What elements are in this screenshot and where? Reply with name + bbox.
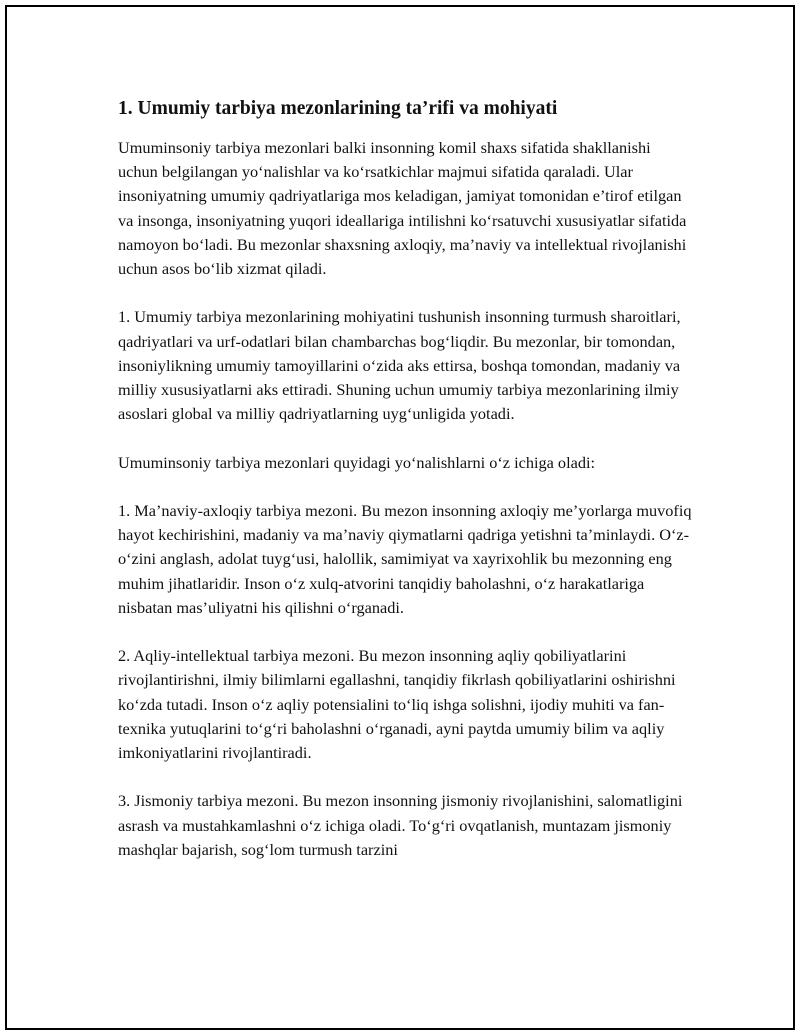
document-content — [118, 97, 693, 886]
document-page — [5, 5, 795, 1030]
paragraph-moral-criterion: 1. Ma’naviy-axloqiy tarbiya mezoni. Bu mezon insonning axloqiy me’yorlarga muvofiq hayot kechirishini, madaniy va ma’naviy qiymatlarni qadriga yetishni ta’minlaydi. O‘z-o‘zini anglash, adolat tuyg‘usi, halollik, samimiyat va xayrixohlik bu mezonning eng muhim jihatlaridir. Inson o‘z xulq-atvorini tanqidiy baholashni, o‘z harakatlariga nisbatan mas’uliyatni his qilishni o‘rganadi. — [118, 501, 692, 617]
paragraph-directions-lead: Umuminsoniy tarbiya mezonlari quyidagi yo‘nalishlarni o‘z ichiga oladi: — [118, 452, 596, 472]
paragraph-intellectual-criterion: 2. Aqliy-intellektual tarbiya mezoni. Bu mezon insonning aqliy qobiliyatlarini rivojlantirishni, ilmiy bilimlarni egallashni, tanqidiy fikrlash qobiliyatlarini oshirishni ko‘zda tutadi. Inson o‘z aqliy potensialini to‘liq ishga solishni, ijodiy muhiti va fan-texnika yutuqlarini to‘g‘ri baholashni o‘rganadi, ayni paytda umumiy bilim va aqliy imkoniyatlarini rivojlantiradi. — [118, 646, 676, 763]
paragraph-physical-criterion: 3. Jismoniy tarbiya mezoni. Bu mezon insonning jismoniy rivojlanishini, salomatligini asrash va mustahkamlashni o‘z ichiga oladi. To‘g‘ri ovqatlanish, muntazam jismoniy mashqlar bajarish, sog‘lom turmush tarzini — [118, 791, 683, 859]
paragraph-essence: 1. Umumiy tarbiya mezonlarining mohiyatini tushunish insonning turmush sharoitlari, qadriyatlari va urf-odatlari bilan chambarchas bog‘liqdir. Bu mezonlar, bir tomondan, insoniylikning umumiy tamoyillarini o‘zida aks ettirsa, boshqa tomondan, madaniy va milliy xususiyatlarni aks ettiradi. Shuning uchun umumiy tarbiya mezonlarining ilmiy asoslari global va milliy qadriyatlarning uyg‘unligida yotadi. — [118, 307, 681, 424]
section-title: 1. Umumiy tarbiya mezonlarining ta’rifi va mohiyati — [118, 98, 558, 119]
paragraph-intro: Umuminsoniy tarbiya mezonlari balki insonning komil shaxs sifatida shakllanishi uchun belgilangan yo‘nalishlar va ko‘rsatkichlar majmui sifatida qaraladi. Ular insoniyatning umumiy qadriyatlariga mos keladigan, jamiyat tomonidan e’tirof etilgan va insonga, insoniyatning yuqori ideallariga intilishni ko‘rsatuvchi xususiyatlar sifatida namoyon bo‘ladi. Bu mezonlar shaxsning axloqiy, ma’naviy va intellektual rivojlanishi uchun asos bo‘lib xizmat qiladi. — [118, 138, 687, 279]
